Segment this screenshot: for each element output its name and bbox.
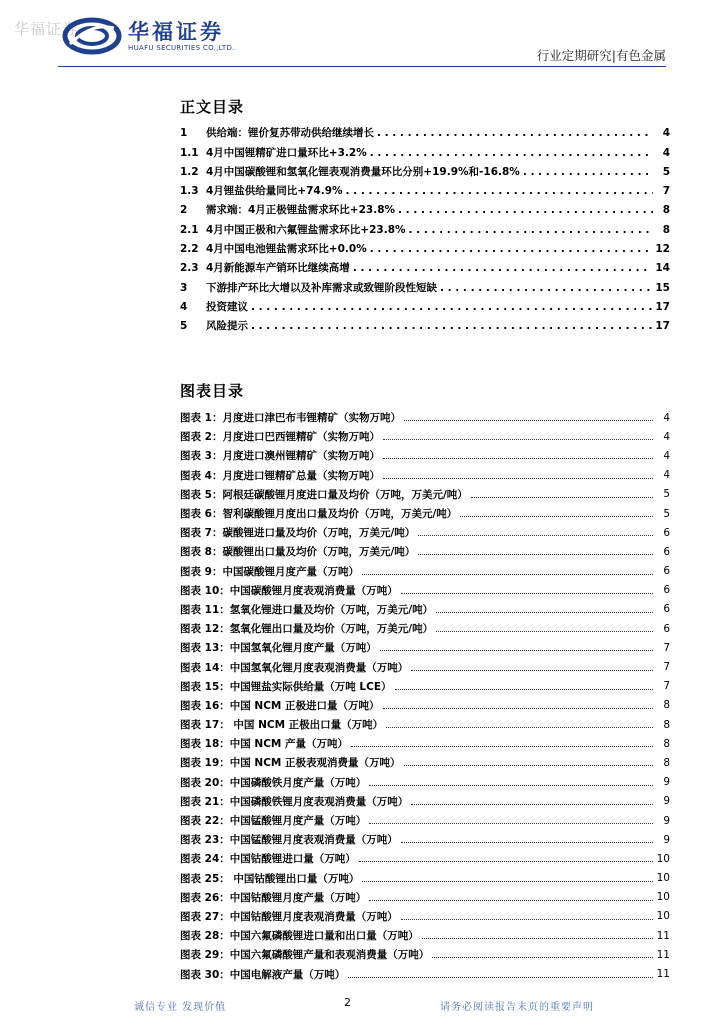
figure-item[interactable] (180, 446, 670, 465)
figure-item[interactable] (180, 773, 670, 792)
figure-item-page: 5 (663, 507, 670, 520)
figure-item-page: 6 (663, 584, 670, 597)
figure-item-page: 9 (663, 776, 670, 789)
figures-title: 图表目录 (180, 382, 245, 400)
toc-item-page: 17 (655, 320, 670, 333)
figure-item-page: 4 (663, 430, 670, 443)
toc-item[interactable] (180, 259, 670, 278)
figure-item[interactable] (180, 638, 670, 657)
toc-item-label: 供给端：锂价复苏带动供给继续增长 (206, 127, 374, 140)
watermark-text: 华福证券 (14, 20, 79, 38)
page-number: 2 (344, 996, 351, 1009)
toc-item-number: 2 (180, 204, 188, 217)
toc-item-page: 4 (662, 127, 670, 140)
figure-item[interactable] (180, 696, 670, 715)
figure-item-label: 图表 17： 中国 NCM 正极出口量（万吨） (180, 719, 384, 732)
figure-item[interactable] (180, 888, 670, 907)
figure-item[interactable] (180, 849, 670, 868)
figure-item[interactable] (180, 485, 670, 504)
toc-item[interactable] (180, 317, 670, 336)
figure-leader-dots (362, 881, 653, 882)
figure-item-label: 图表 5：阿根廷碳酸锂月度进口量及均价（万吨，万美元/吨） (180, 488, 468, 501)
figure-leader-dots (386, 727, 653, 728)
swirl-logo-icon (62, 16, 122, 56)
figure-item[interactable] (180, 657, 670, 676)
figure-item[interactable] (180, 869, 670, 888)
figure-item-page: 6 (663, 545, 670, 558)
toc-leader-dots (440, 279, 652, 298)
figure-leader-dots (471, 497, 653, 498)
figure-item-page: 8 (663, 737, 670, 750)
figure-item[interactable] (180, 677, 670, 696)
figure-leader-dots (418, 535, 653, 536)
toc-item-label: 投资建议 (206, 300, 248, 313)
figure-item-label: 图表 12：氢氧化锂出口量及均价（万吨，万美元/吨） (180, 623, 434, 636)
figure-item-page: 5 (663, 488, 670, 501)
figure-item[interactable] (180, 830, 670, 849)
figure-item-label: 图表 25： 中国钴酸锂出口量（万吨） (180, 872, 360, 885)
toc-item[interactable] (180, 124, 670, 143)
figure-leader-dots (404, 420, 653, 421)
figure-item[interactable] (180, 600, 670, 619)
toc-item-number: 1.3 (180, 185, 199, 198)
figure-item[interactable] (180, 542, 670, 561)
figure-item-page: 10 (656, 872, 670, 885)
toc-item-label: 4月中国电池锂盐需求环比+0.0% (206, 243, 367, 256)
figure-item-label: 图表 16：中国 NCM 正极进口量（万吨） (180, 699, 380, 712)
toc-leader-dots (377, 124, 653, 143)
figure-item[interactable] (180, 562, 670, 581)
toc-item-label: 4月新能源车产销环比继续高增 (206, 262, 350, 275)
figure-item-page: 6 (663, 565, 670, 578)
figure-leader-dots (383, 478, 653, 479)
toc-item[interactable] (180, 298, 670, 317)
figure-item-label: 图表 27：中国钴酸锂月度表观消费量（万吨） (180, 910, 398, 923)
figure-item-page: 9 (663, 795, 670, 808)
figure-item-label: 图表 13：中国氢氧化锂月度产量（万吨） (180, 642, 377, 655)
logo-chinese-name: 华福证券 (128, 19, 224, 44)
figure-item-label: 图表 30：中国电解液产量（万吨） (180, 968, 346, 981)
figure-leader-dots (436, 631, 653, 632)
figure-leader-dots (359, 861, 653, 862)
figure-leader-dots (369, 785, 653, 786)
toc-item-number: 4 (180, 300, 188, 313)
figure-item-label: 图表 3：月度进口澳州锂精矿（实物万吨） (180, 450, 380, 463)
toc-item-number: 5 (180, 320, 188, 333)
figure-leader-dots (404, 765, 653, 766)
figure-item[interactable] (180, 504, 670, 523)
figure-item-page: 10 (656, 910, 670, 923)
figure-item-label: 图表 22：中国锰酸锂月度产量（万吨） (180, 815, 367, 828)
toc-item-label: 风险提示 (206, 320, 248, 333)
figure-item-page: 6 (663, 622, 670, 635)
figure-leader-dots (395, 689, 654, 690)
toc-leader-dots (398, 201, 653, 220)
figure-item-label: 图表 1：月度进口津巴布韦锂精矿（实物万吨） (180, 412, 401, 425)
figure-item-page: 8 (663, 756, 670, 769)
toc-item-page: 17 (655, 300, 670, 313)
figure-item-label: 图表 9：中国碳酸锂月度产量（万吨） (180, 565, 359, 578)
figure-leader-dots (383, 458, 653, 459)
figure-item-page: 8 (663, 699, 670, 712)
toc-item-label: 4月锂盐供给量同比+74.9% (206, 185, 343, 198)
figure-leader-dots (418, 554, 653, 555)
toc-leader-dots (523, 163, 653, 182)
figure-item-label: 图表 7：碳酸锂进口量及均价（万吨，万美元/吨） (180, 527, 416, 540)
figure-item-page: 10 (656, 891, 670, 904)
figure-item-label: 图表 29：中国六氟磷酸锂产量和表观消费量（万吨） (180, 949, 430, 962)
figure-leader-dots (411, 670, 653, 671)
figure-item-page: 6 (663, 526, 670, 539)
toc-item-number: 2.1 (180, 223, 199, 236)
toc-item-page: 15 (655, 281, 670, 294)
figure-item-label: 图表 19：中国 NCM 正极表观消费量（万吨） (180, 757, 401, 770)
toc-leader-dots (370, 240, 653, 259)
figure-leader-dots (460, 516, 653, 517)
figure-item-label: 图表 26：中国钴酸锂月度产量（万吨） (180, 891, 367, 904)
figure-item-page: 10 (656, 852, 670, 865)
toc-item[interactable] (180, 143, 670, 162)
figure-item-label: 图表 15：中国锂盐实际供给量（万吨 LCE） (180, 680, 392, 693)
toc-item[interactable] (180, 240, 670, 259)
figure-item-page: 4 (663, 449, 670, 462)
figure-leader-dots (432, 957, 653, 958)
figure-item[interactable] (180, 926, 670, 945)
figure-leader-dots (362, 574, 653, 575)
figure-item-page: 4 (663, 411, 670, 424)
report-category: 行业定期研究|有色金属 (536, 48, 666, 63)
figure-leader-dots (383, 708, 653, 709)
figure-item[interactable] (180, 964, 670, 983)
toc-item-page: 5 (662, 165, 670, 178)
toc-item-number: 1.1 (180, 146, 199, 159)
toc-leader-dots (409, 221, 653, 240)
figure-item-label: 图表 21：中国磷酸铁锂月度表观消费量（万吨） (180, 795, 409, 808)
figure-item-page: 11 (656, 929, 670, 942)
figure-item-label: 图表 8：碳酸锂出口量及均价（万吨，万美元/吨） (180, 546, 416, 559)
figure-item-label: 图表 2：月度进口巴西锂精矿（实物万吨） (180, 431, 380, 444)
toc-item-page: 8 (662, 223, 670, 236)
toc-item[interactable] (180, 163, 670, 182)
figure-item-label: 图表 11：氢氧化锂进口量及均价（万吨，万美元/吨） (180, 603, 434, 616)
toc-item-number: 1 (180, 127, 188, 140)
figure-item-page: 9 (663, 833, 670, 846)
toc-item-number: 1.2 (180, 165, 199, 178)
toc-leader-dots (346, 182, 653, 201)
toc-leader-dots (353, 259, 653, 278)
figure-leader-dots (383, 439, 653, 440)
footer-disclaimer: 请务必阅读报告末页的重要声明 (440, 1002, 594, 1013)
figure-leader-dots (422, 938, 653, 939)
toc-list (180, 124, 670, 336)
figure-item-page: 9 (663, 814, 670, 827)
figures-list (180, 408, 670, 984)
figure-item-label: 图表 24：中国钴酸锂进口量（万吨） (180, 853, 356, 866)
figure-item[interactable] (180, 466, 670, 485)
toc-item-number: 3 (180, 281, 188, 294)
toc-item-label: 需求端：4月正极锂盐需求环比+23.8% (206, 204, 396, 217)
figure-leader-dots (351, 746, 653, 747)
footer-slogan: 诚信专业 发现价值 (134, 1002, 227, 1013)
figure-item-page: 11 (656, 948, 670, 961)
toc-leader-dots (251, 317, 652, 336)
figure-leader-dots (369, 900, 653, 901)
figure-item[interactable] (180, 811, 670, 830)
toc-item-page: 14 (655, 262, 670, 275)
figure-leader-dots (348, 977, 653, 978)
figure-item-label: 图表 28：中国六氟磷酸锂进口量和出口量（万吨） (180, 930, 419, 943)
figure-item-page: 8 (663, 718, 670, 731)
toc-item-label: 下游排产环比大增以及补库需求或致锂阶段性短缺 (206, 281, 437, 294)
toc-item-page: 12 (655, 243, 670, 256)
toc-item-page: 4 (662, 146, 670, 159)
figure-item-page: 7 (663, 680, 670, 693)
figure-item-label: 图表 10：中国碳酸锂月度表观消费量（万吨） (180, 584, 398, 597)
figure-item[interactable] (180, 907, 670, 926)
toc-item-page: 7 (662, 185, 670, 198)
toc-item-label: 4月中国碳酸锂和氢氧化锂表观消费量环比分别+19.9%和-16.8% (206, 165, 520, 178)
header-divider (58, 66, 666, 67)
figure-item-label: 图表 4：月度进口锂精矿总量（实物万吨） (180, 469, 380, 482)
figure-item[interactable] (180, 619, 670, 638)
figure-item-page: 6 (663, 603, 670, 616)
figure-item[interactable] (180, 753, 670, 772)
figure-item-page: 7 (663, 661, 670, 674)
toc-item-label: 4月中国正极和六氟锂盐需求环比+23.8% (206, 223, 406, 236)
figure-item-label: 图表 20：中国磷酸铁月度产量（万吨） (180, 776, 367, 789)
toc-item[interactable] (180, 220, 670, 239)
figure-item-label: 图表 18：中国 NCM 产量（万吨） (180, 738, 349, 751)
toc-item-number: 2.3 (180, 262, 199, 275)
figure-item[interactable] (180, 715, 670, 734)
toc-title: 正文目录 (180, 98, 245, 116)
figure-leader-dots (369, 823, 653, 824)
toc-leader-dots (251, 298, 652, 317)
figure-leader-dots (401, 593, 653, 594)
toc-item-page: 8 (662, 204, 670, 217)
figure-leader-dots (380, 650, 653, 651)
figure-leader-dots (401, 919, 653, 920)
figure-item[interactable] (180, 945, 670, 964)
logo-english-name: HUAFU SECURITIES CO.,LTD. (128, 44, 235, 52)
figure-item-label: 图表 14：中国氢氧化锂月度表观消费量（万吨） (180, 661, 409, 674)
figure-item[interactable] (180, 523, 670, 542)
figure-item-page: 7 (663, 641, 670, 654)
figure-item-page: 11 (656, 968, 670, 981)
figure-item[interactable] (180, 734, 670, 753)
figure-item[interactable] (180, 792, 670, 811)
figure-leader-dots (401, 842, 653, 843)
toc-item-number: 2.2 (180, 243, 199, 256)
toc-item[interactable] (180, 201, 670, 220)
toc-leader-dots (370, 144, 653, 163)
toc-item-label: 4月中国锂精矿进口量环比+3.2% (206, 146, 367, 159)
figure-leader-dots (411, 804, 653, 805)
figure-item[interactable] (180, 427, 670, 446)
figure-item[interactable] (180, 581, 670, 600)
figure-item-page: 4 (663, 469, 670, 482)
figure-leader-dots (436, 612, 653, 613)
toc-item[interactable] (180, 278, 670, 297)
figure-item[interactable] (180, 408, 670, 427)
figure-item-label: 图表 23：中国锰酸锂月度表观消费量（万吨） (180, 834, 398, 847)
toc-item[interactable] (180, 182, 670, 201)
figure-item-label: 图表 6：智利碳酸锂月度出口量及均价（万吨，万美元/吨） (180, 508, 458, 521)
